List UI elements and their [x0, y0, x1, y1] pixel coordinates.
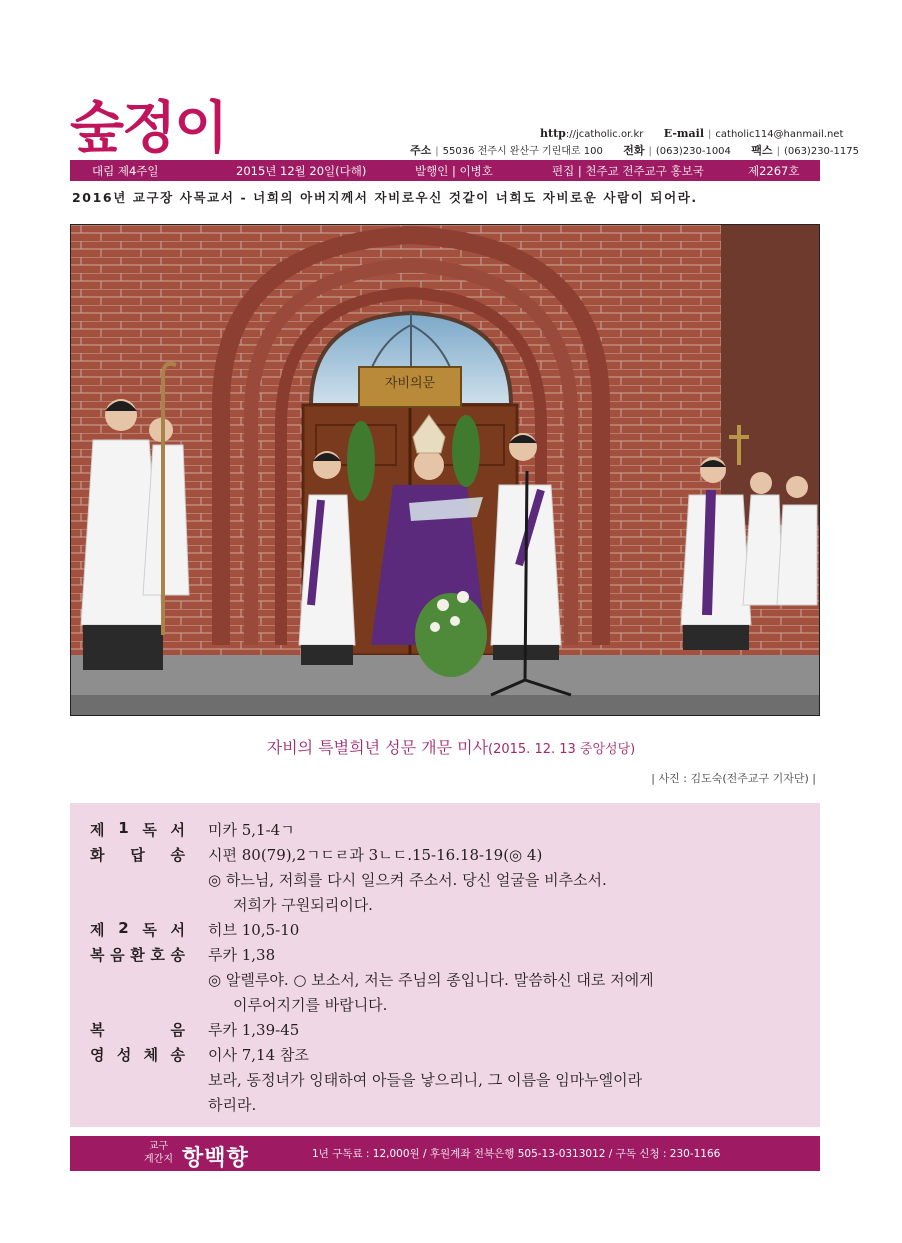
logo-sumjeongi: [70, 92, 270, 154]
reading-label: 제 1 독 서: [90, 819, 185, 839]
reading-psalm: [70, 844, 820, 868]
liturgical-week: 대림 제4주일: [92, 164, 159, 178]
door-sign-text: 자비의문: [384, 376, 436, 391]
info-bar: [70, 160, 820, 181]
photo-illustration: [71, 225, 819, 715]
reading-label: 영 성 체 송: [90, 1046, 185, 1064]
reading-line: 이루어지기를 바랍니다.: [233, 996, 388, 1014]
publisher: 발행인 | 이병호: [415, 164, 493, 178]
phone-label: 전화: [623, 144, 645, 157]
reading-label: 복 음 환 호 송: [90, 946, 185, 964]
footer-subscription-info: 1년 구독료 : 12,000원 / 후원계좌 전북은행 505-13-0313012 / 구독 신청 : 230-1166: [312, 1148, 721, 1160]
reading-line: 루카 1,39-45: [208, 1021, 300, 1039]
photo-holy-door-mass: [70, 224, 820, 716]
reading-acclamation-text: [70, 969, 820, 993]
reading-line: 루카 1,38: [208, 946, 276, 964]
web-label: http: [540, 127, 566, 140]
phone-value: (063)230-1004: [655, 146, 731, 157]
reading-second: [70, 919, 820, 943]
footer-small-label: [144, 1140, 173, 1166]
editor: 편집 | 천주교 전주교구 홍보국: [552, 164, 704, 178]
logo-text: 숲정이: [70, 96, 227, 154]
issue-date: 2015년 12월 20일(다해): [236, 164, 367, 178]
reading-communion-text-cont: [70, 1094, 820, 1118]
reading-acclamation: [70, 944, 820, 968]
reading-acclamation-text-cont: [70, 994, 820, 1018]
email-value[interactable]: catholic114@hanmail.net: [715, 129, 844, 140]
photo-caption: [0, 735, 902, 758]
reading-first: [70, 819, 820, 843]
footer-brand-logo: 항백향: [182, 1146, 249, 1171]
reading-line: 시편 80(79),2ㄱㄷㄹ과 3ㄴㄷ.15-16.18-19(◎ 4): [208, 846, 543, 864]
fax-label: 팩스: [751, 144, 773, 157]
email-label: E-mail: [663, 127, 705, 140]
reading-label: 복 음: [90, 1021, 185, 1039]
photo-credit: | 사진 : 김도숙(전주교구 기자단) |: [651, 772, 816, 785]
reading-communion: [70, 1044, 820, 1068]
footer-bar: [70, 1136, 820, 1171]
reading-label: 화 답 송: [90, 846, 185, 864]
reading-line: 하리라.: [208, 1096, 257, 1114]
reading-communion-text: [70, 1069, 820, 1093]
reading-line: ◎ 하느님, 저희를 다시 일으켜 주소서. 당신 얼굴을 비추소서.: [208, 871, 607, 889]
reading-line: ◎ 알렐루야. ○ 보소서, 저는 주님의 종입니다. 말씀하신 대로 저에게: [208, 971, 654, 989]
reading-line: 이사 7,14 참조: [208, 1046, 309, 1064]
caption-title: 자비의 특별희년 성문 개문 미사: [266, 738, 489, 757]
issue-number: 제2267호: [748, 164, 800, 178]
reading-psalm-response: [70, 869, 820, 893]
readings-box: [70, 803, 820, 1127]
address-value: 55036 전주시 완산구 기린대로 100: [442, 146, 603, 157]
reading-label: 제 2 독 서: [90, 919, 185, 939]
reading-line: 히브 10,5-10: [208, 921, 300, 939]
headline: 2016년 교구장 사목교서 - 너희의 아버지께서 자비로우신 것같이 너희도 자비로운 사람이 되어라.: [72, 190, 698, 205]
reading-line: 저희가 구원되리이다.: [233, 896, 373, 914]
reading-psalm-response-cont: [70, 894, 820, 918]
web-value[interactable]: ://jcatholic.or.kr: [565, 129, 644, 140]
fax-value: (063)230-1175: [783, 146, 859, 157]
contact-address-phone: 주소 | 55036 전주시 완산구 기린대로 100 전화 | (063)230-1004 팩스 | (063)230-1175: [410, 144, 859, 157]
contact-web-email: http://jcatholic.or.kr E-mail | catholic114@hanmail.net: [540, 127, 844, 140]
address-label: 주소: [410, 144, 432, 157]
reading-gospel: [70, 1019, 820, 1043]
caption-date: (2015. 12. 13 중앙성당): [488, 742, 636, 757]
footer-small-line2: 게간지: [144, 1154, 173, 1165]
footer-small-line1: 교구: [148, 1141, 169, 1152]
reading-line: 보라, 동정녀가 잉태하여 아들을 낳으리니, 그 이름을 임마누엘이라: [208, 1071, 643, 1089]
reading-line: 미카 5,1-4ㄱ: [208, 821, 295, 839]
